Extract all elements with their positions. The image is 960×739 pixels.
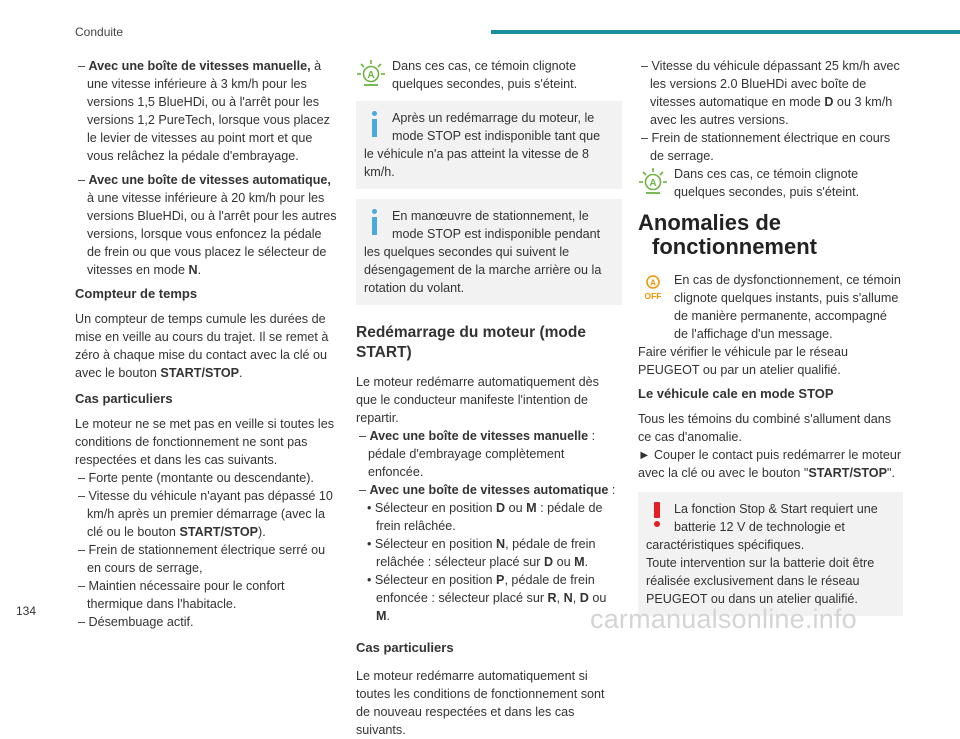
- list-item: – Frein de stationnement électrique serré ou en cours de serrage,: [78, 543, 326, 575]
- warning-note: La fonction Stop & Start requiert une batterie 12 V de technologie et caractéristiques spécifiques. Toute intervention sur la batterie doit être réalisée exclusivement dans le réseau PEUGEOT ou dans un atelier qualifié.: [638, 492, 903, 616]
- info-icon: [364, 109, 386, 145]
- column-3: [638, 57, 903, 624]
- paragraph: Faire vérifier le véhicule par le réseau PEUGEOT ou par un atelier qualifié.: [638, 345, 848, 377]
- heading-cale: Le véhicule cale en mode STOP: [638, 386, 834, 401]
- paragraph: Le moteur redémarre automatiquement dès que le conducteur manifeste l'intention de repartir.: [356, 375, 599, 425]
- svg-text:A: A: [650, 278, 656, 288]
- bullet-item: • Sélecteur en position N, pédale de frein relâchée : sélecteur placé sur D ou M.: [367, 537, 596, 569]
- header-accent-bar: [491, 30, 960, 34]
- warning-icon: [646, 500, 668, 536]
- list-item: – Frein de stationnement électrique en cours de serrage.: [641, 131, 891, 163]
- section-header: Conduite: [75, 25, 124, 39]
- column-1: [75, 57, 337, 631]
- paragraph: Un compteur de temps cumule les durées de mise en veille au cours du trajet. Il se remet à zéro à chaque mise du contact avec la clé ou avec le bouton START/STOP.: [75, 312, 329, 380]
- svg-text:OFF: OFF: [644, 291, 662, 301]
- list-item: – Avec une boîte de vitesses automatique, à une vitesse inférieure à 20 km/h pour les versions BlueHDi, ou à l'arrêt pour les autres versions, lorsque vous enfoncez la pédale de frein ou que vous placez le sélecteur de vitesses en mode N.: [78, 173, 337, 277]
- witness-row: [638, 165, 903, 201]
- list-item: – Maintien nécessaire pour le confort thermique dans l'habitacle.: [78, 579, 285, 611]
- witness-text: Dans ces cas, ce témoin clignote quelques secondes, puis s'éteint.: [392, 59, 578, 91]
- stop-start-warning-icon: [638, 166, 668, 196]
- paragraph: Le moteur ne se met pas en veille si toutes les conditions de fonctionnement ne sont pas respectées et dans les cas suivants.: [75, 417, 335, 467]
- heading-cas-particuliers-2: Cas particuliers: [356, 640, 454, 655]
- paragraph: Tous les témoins du combiné s'allument dans ce cas d'anomalie.: [638, 412, 892, 444]
- svg-text:A: A: [649, 178, 657, 189]
- list-item: – Avec une boîte de vitesses manuelle, à une vitesse inférieure à 3 km/h pour les versions 1,5 BlueHDi, ou à l'arrêt pour les versions 1,2 PureTech, lorsque vous placez le levier de vitesses au point mort et que vous relâchez la pédale d'embrayage.: [78, 59, 330, 163]
- list-item: – Vitesse du véhicule dépassant 25 km/h avec les versions 2.0 BlueHDi avec boîte de vitesses automatique en mode D ou 3 km/h avec les autres versions.: [641, 59, 900, 127]
- action-step: ► Couper le contact puis redémarrer le moteur avec la clé ou avec le bouton "START/STOP".: [638, 448, 902, 480]
- witness-row: [356, 57, 622, 93]
- bullet-item: • Sélecteur en position D ou M : pédale de frein relâchée.: [367, 501, 603, 533]
- stop-start-off-icon: [638, 272, 668, 302]
- list-item: – Forte pente (montante ou descendante).: [78, 471, 314, 485]
- off-witness-row: [638, 271, 903, 343]
- list-item: – Avec une boîte de vitesses manuelle : pédale d'embrayage complètement enfoncée.: [359, 429, 596, 479]
- anomaly-text: En cas de dysfonctionnement, ce témoin clignote quelques instants, puis s'allume de manière permanente, accompagné de l'affichage d'un message.: [674, 273, 901, 341]
- heading-redemarrage: Redémarrage du moteur (mode START): [356, 324, 586, 361]
- list-item: – Avec une boîte de vitesses automatique :: [359, 483, 616, 497]
- watermark: carmanualsonline.info: [590, 604, 857, 634]
- column-2: [356, 57, 622, 739]
- list-item: – Désembuage actif.: [78, 615, 194, 629]
- info-note: En manœuvre de stationnement, le mode STOP est indisponible pendant les quelques secondes qui suivent le désengagement de la marche arrière ou la rotation du volant.: [356, 199, 622, 305]
- list-item: – Vitesse du véhicule n'ayant pas dépassé 10 km/h après un premier démarrage (avec la clé ou le bouton START/STOP).: [78, 489, 333, 539]
- heading-cas-particuliers: Cas particuliers: [75, 391, 173, 406]
- bullet-item: • Sélecteur en position P, pédale de frein enfoncée : sélecteur placé sur R, N, D ou M.: [367, 573, 607, 623]
- svg-text:A: A: [367, 70, 375, 81]
- witness-text: Dans ces cas, ce témoin clignote quelques secondes, puis s'éteint.: [674, 167, 860, 199]
- heading-anomalies: Anomalies de fonctionnement: [638, 210, 817, 259]
- heading-compteur: Compteur de temps: [75, 286, 198, 301]
- paragraph: Le moteur redémarre automatiquement si toutes les conditions de fonctionnement sont de nouveau respectées et dans les cas suivants.: [356, 669, 605, 737]
- info-note: Après un redémarrage du moteur, le mode STOP est indisponible tant que le véhicule n'a pas atteint la vitesse de 8 km/h.: [356, 101, 622, 189]
- stop-start-warning-icon: [356, 58, 386, 88]
- page-number: 134: [16, 604, 37, 618]
- info-icon: [364, 207, 386, 243]
